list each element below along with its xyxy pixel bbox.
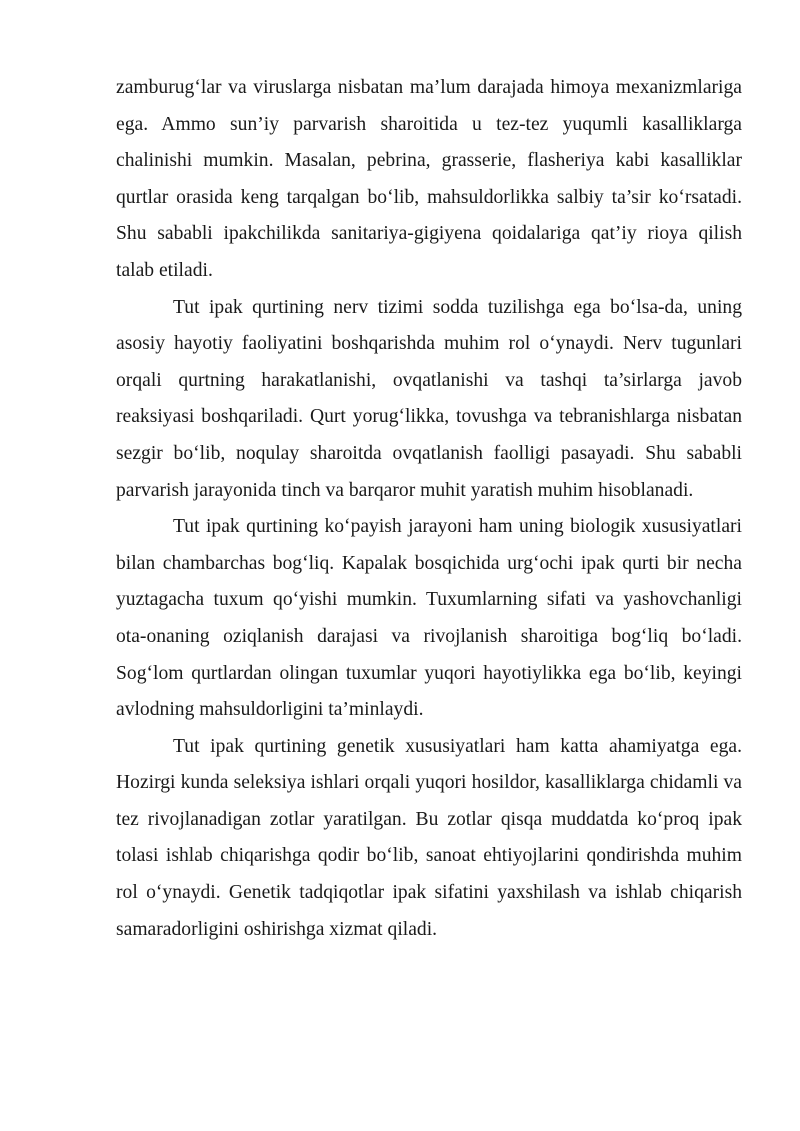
document-page: [116, 70, 742, 948]
paragraph-nervous-system: Tut ipak qurtining nerv tizimi sodda tuzilishga ega bo‘lsa-da, uning asosiy hayotiy faoliyatini boshqarishda muhim rol o‘ynaydi. Nerv tugunlari orqali qurtning harakatlanishi, ovqatlanishi va tashqi ta’sirlarga javob reaksiyasi boshqariladi. Qurt yorug‘likka, tovushga va tebranishlarga nisbatan sezgir bo‘lib, noqulay sharoitda ovqatlanish faolligi pasayadi. Shu sababli parvarish jarayonida tinch va barqaror muhit yaratish muhim hisoblanadi.: [116, 296, 742, 501]
paragraph-reproduction: Tut ipak qurtining ko‘payish jarayoni ham uning biologik xususiyatlari bilan chambarchas bog‘liq. Kapalak bosqichida urg‘ochi ipak qurti bir necha yuztagacha tuxum qo‘yishi mumkin. Tuxumlarning sifati va yashovchanligi ota-onaning oziqlanish darajasi va rivojlanish sharoitiga bog‘liq bo‘ladi. Sog‘lom qurtlardan olingan tuxumlar yuqori hayotiylikka ega bo‘lib, keyingi avlodning mahsuldorligini ta’minlaydi.: [116, 516, 742, 721]
paragraph-continuation: zamburug‘lar va viruslarga nisbatan ma’lum darajada himoya mexanizmlariga ega. Ammo sun’iy parvarish sharoitida u tez-tez yuqumli kasalliklarga chalinishi mumkin. Masalan, pebrina, grasserie, flasheriya kabi kasalliklar qurtlar orasida keng tarqalgan bo‘lib, mahsuldorlikka salbiy ta’sir ko‘rsatadi. Shu sababli ipakchilikda sanitariya-gigiyena qoidalariga qat’iy rioya qilish talab etiladi.: [116, 77, 742, 281]
paragraph-genetics: Tut ipak qurtining genetik xususiyatlari ham katta ahamiyatga ega. Hozirgi kunda seleksiya ishlari orqali yuqori hosildor, kasalliklarga chidamli va tez rivojlanadigan zotlar yaratilgan. Bu zotlar qisqa muddatda ko‘proq ipak tolasi ishlab chiqarishga qodir bo‘lib, sanoat ehtiyojlarini qondirishda muhim rol o‘ynaydi. Genetik tadqiqotlar ipak sifatini yaxshilash va ishlab chiqarish samaradorligini oshirishga xizmat qiladi.: [116, 735, 742, 940]
